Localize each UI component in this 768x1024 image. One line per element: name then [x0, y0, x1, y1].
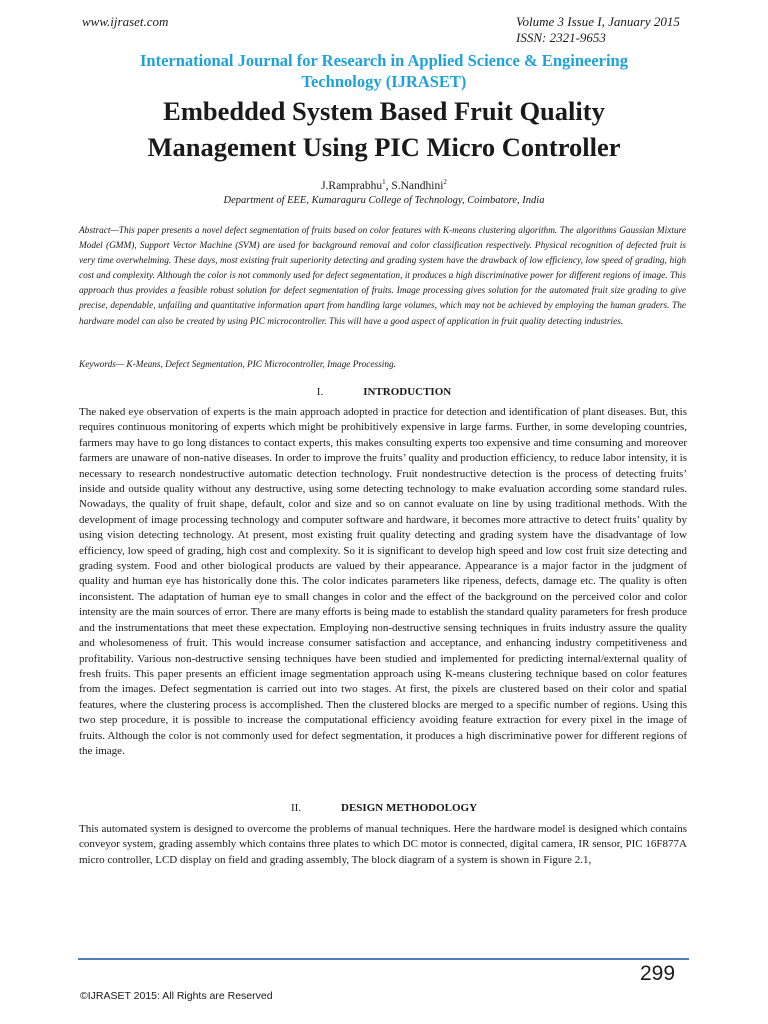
keywords: Keywords— K-Means, Defect Segmentation, PIC Microcontroller, Image Processing.	[79, 360, 396, 370]
author-1-affiliation-mark: 1	[382, 178, 386, 186]
volume-issue: Volume 3 Issue I, January 2015	[516, 14, 680, 29]
introduction-text: The naked eye observation of experts is the main approach adopted in practice for detection and identification of plant diseases. But, this requires continuous monitoring of experts which might be prohibitively expensive in large farms. Further, in some developing countries, farmers may have to go long distances to contact experts, this makes consulting experts too expensive and time consuming and moreover farmers are unaware of non-native diseases. In order to improve the fruits’ quality and production efficiency, to reduce labor intensity, it is necessary to research nondestructive automatic detection technology. Fruit nondestructive detection is the process of detecting fruits’ inside and outside quality without any destructive, using some detecting technology to make evaluation according some standard rules. Nowadays, the quality of fruit shape, default, color and size and so on cannot evaluate on line by using traditional methods. With the development of image processing technology and computer software and hardware, it becomes more attractive to detect fruits’ quality by using vision detecting technology. At present, most existing fruit quality detecting and grading system have the disadvantage of low efficiency, low speed of grading, high cost and complexity. So it is significant to develop high speed and low cost fruit size detecting and grading system. Food and other biological products are valued by their appearance. Appearance is a major factor in the judgment of quality and human eye has historically done this. The color indicates parameters like ripeness, defects, damage etc. The quality is often inconsistent. The adaptation of human eye to small changes in color and the effect of the background on the perceived color and color intensity are the main sources of error. There are many efforts is being made to establish the standard quality parameters for fresh produce and the instrumentations that meet these expectation. Employing non-destructive sensing techniques in fruits industry assure the quality and wholesomeness of fruit. This would increase consumer satisfaction and acceptance, and enhancing industry competitiveness and profitability. Various non-destructive sensing techniques have been studied and implemented for predicting internal/external quality of fresh fruits. This paper presents an efficient image segmentation approach using K-means clustering technique based on color features from the images. Defect segmentation is carried out into two stages. At first, the pixels are clustered based on their color and spatial features, where the clustering process is accomplished. Then the clustered blocks are merged to a specific number of regions. Using this two step procedure, it is possible to increase the computational efficiency avoiding feature extraction for every pixel in the image of fruits. Although the color is not commonly used for defect segmentation, it produces a high discriminative power for different regions of the image.	[79, 406, 687, 757]
copyright-footer: ©IJRASET 2015: All Rights are Reserved	[80, 990, 273, 1002]
paper-title	[40, 93, 728, 165]
section-heading-introduction	[0, 386, 768, 398]
design-methodology-text: This automated system is designed to overcome the problems of manual techniques. Here the hardware model is designed which contains conveyor system, grading assembly which contains three plates to which DC motor is connected, digital camera, IR sensor, PIC 16F877A micro controller, LCD display on field and grading assembly, The block diagram of a system is shown in Figure 2.1,	[79, 823, 687, 866]
author-1: J.Ramprabhu	[321, 179, 383, 192]
issue-info	[516, 14, 680, 46]
section-number: I.	[316, 386, 324, 398]
authors	[0, 178, 768, 192]
affiliation: Department of EEE, Kumaraguru College of Technology, Coimbatore, India	[223, 195, 545, 206]
website-url[interactable]: www.ijraset.com	[82, 14, 169, 29]
author-2: S.Nandhini	[391, 179, 444, 192]
journal-name-line1: International Journal for Research in Applied Science & Engineering	[140, 51, 628, 70]
issn: ISSN: 2321-9653	[516, 30, 606, 45]
section-number: II.	[290, 802, 302, 814]
paper-title-line2: Management Using PIC Micro Controller	[147, 132, 621, 162]
page-number: 299	[640, 962, 676, 985]
journal-name	[60, 50, 708, 92]
section-title: DESIGN METHODOLOGY	[341, 802, 478, 814]
footer-divider	[78, 958, 689, 960]
author-separator: ,	[385, 179, 392, 192]
section-heading-design-methodology	[0, 802, 768, 814]
abstract: Abstract—This paper presents a novel defect segmentation of fruits based on color features with K-means clustering algorithm. The algorithms Gaussian Mixture Model (GMM), Support Vector Machine (SVM) are used for background removal and color classification respectively. Physical recognition of defected fruit is very time overwhelming. These days, most existing fruit superiority detecting and grading system have the drawback of low efficiency, low speed of grading, high cost and complexity. Although the color is not commonly used for defect segmentation, it produces a high discriminative power for different regions of image. This approach thus provides a feasible robust solution for defect segmentation of fruits. Image processing gives solution for the automated fruit size grading to give precise, dependable, unfailing and quantitative information apart from handling large volumes, which may not be achieved by employing the human graders. The hardware model can also be created by using PIC microcontroller. This will have a good aspect of application in fruit quality detecting industries.	[79, 226, 686, 327]
section-title: INTRODUCTION	[363, 386, 452, 398]
journal-name-line2: Technology (IJRASET)	[301, 72, 467, 91]
paper-title-line1: Embedded System Based Fruit Quality	[163, 96, 605, 126]
author-2-affiliation-mark: 2	[443, 178, 447, 186]
